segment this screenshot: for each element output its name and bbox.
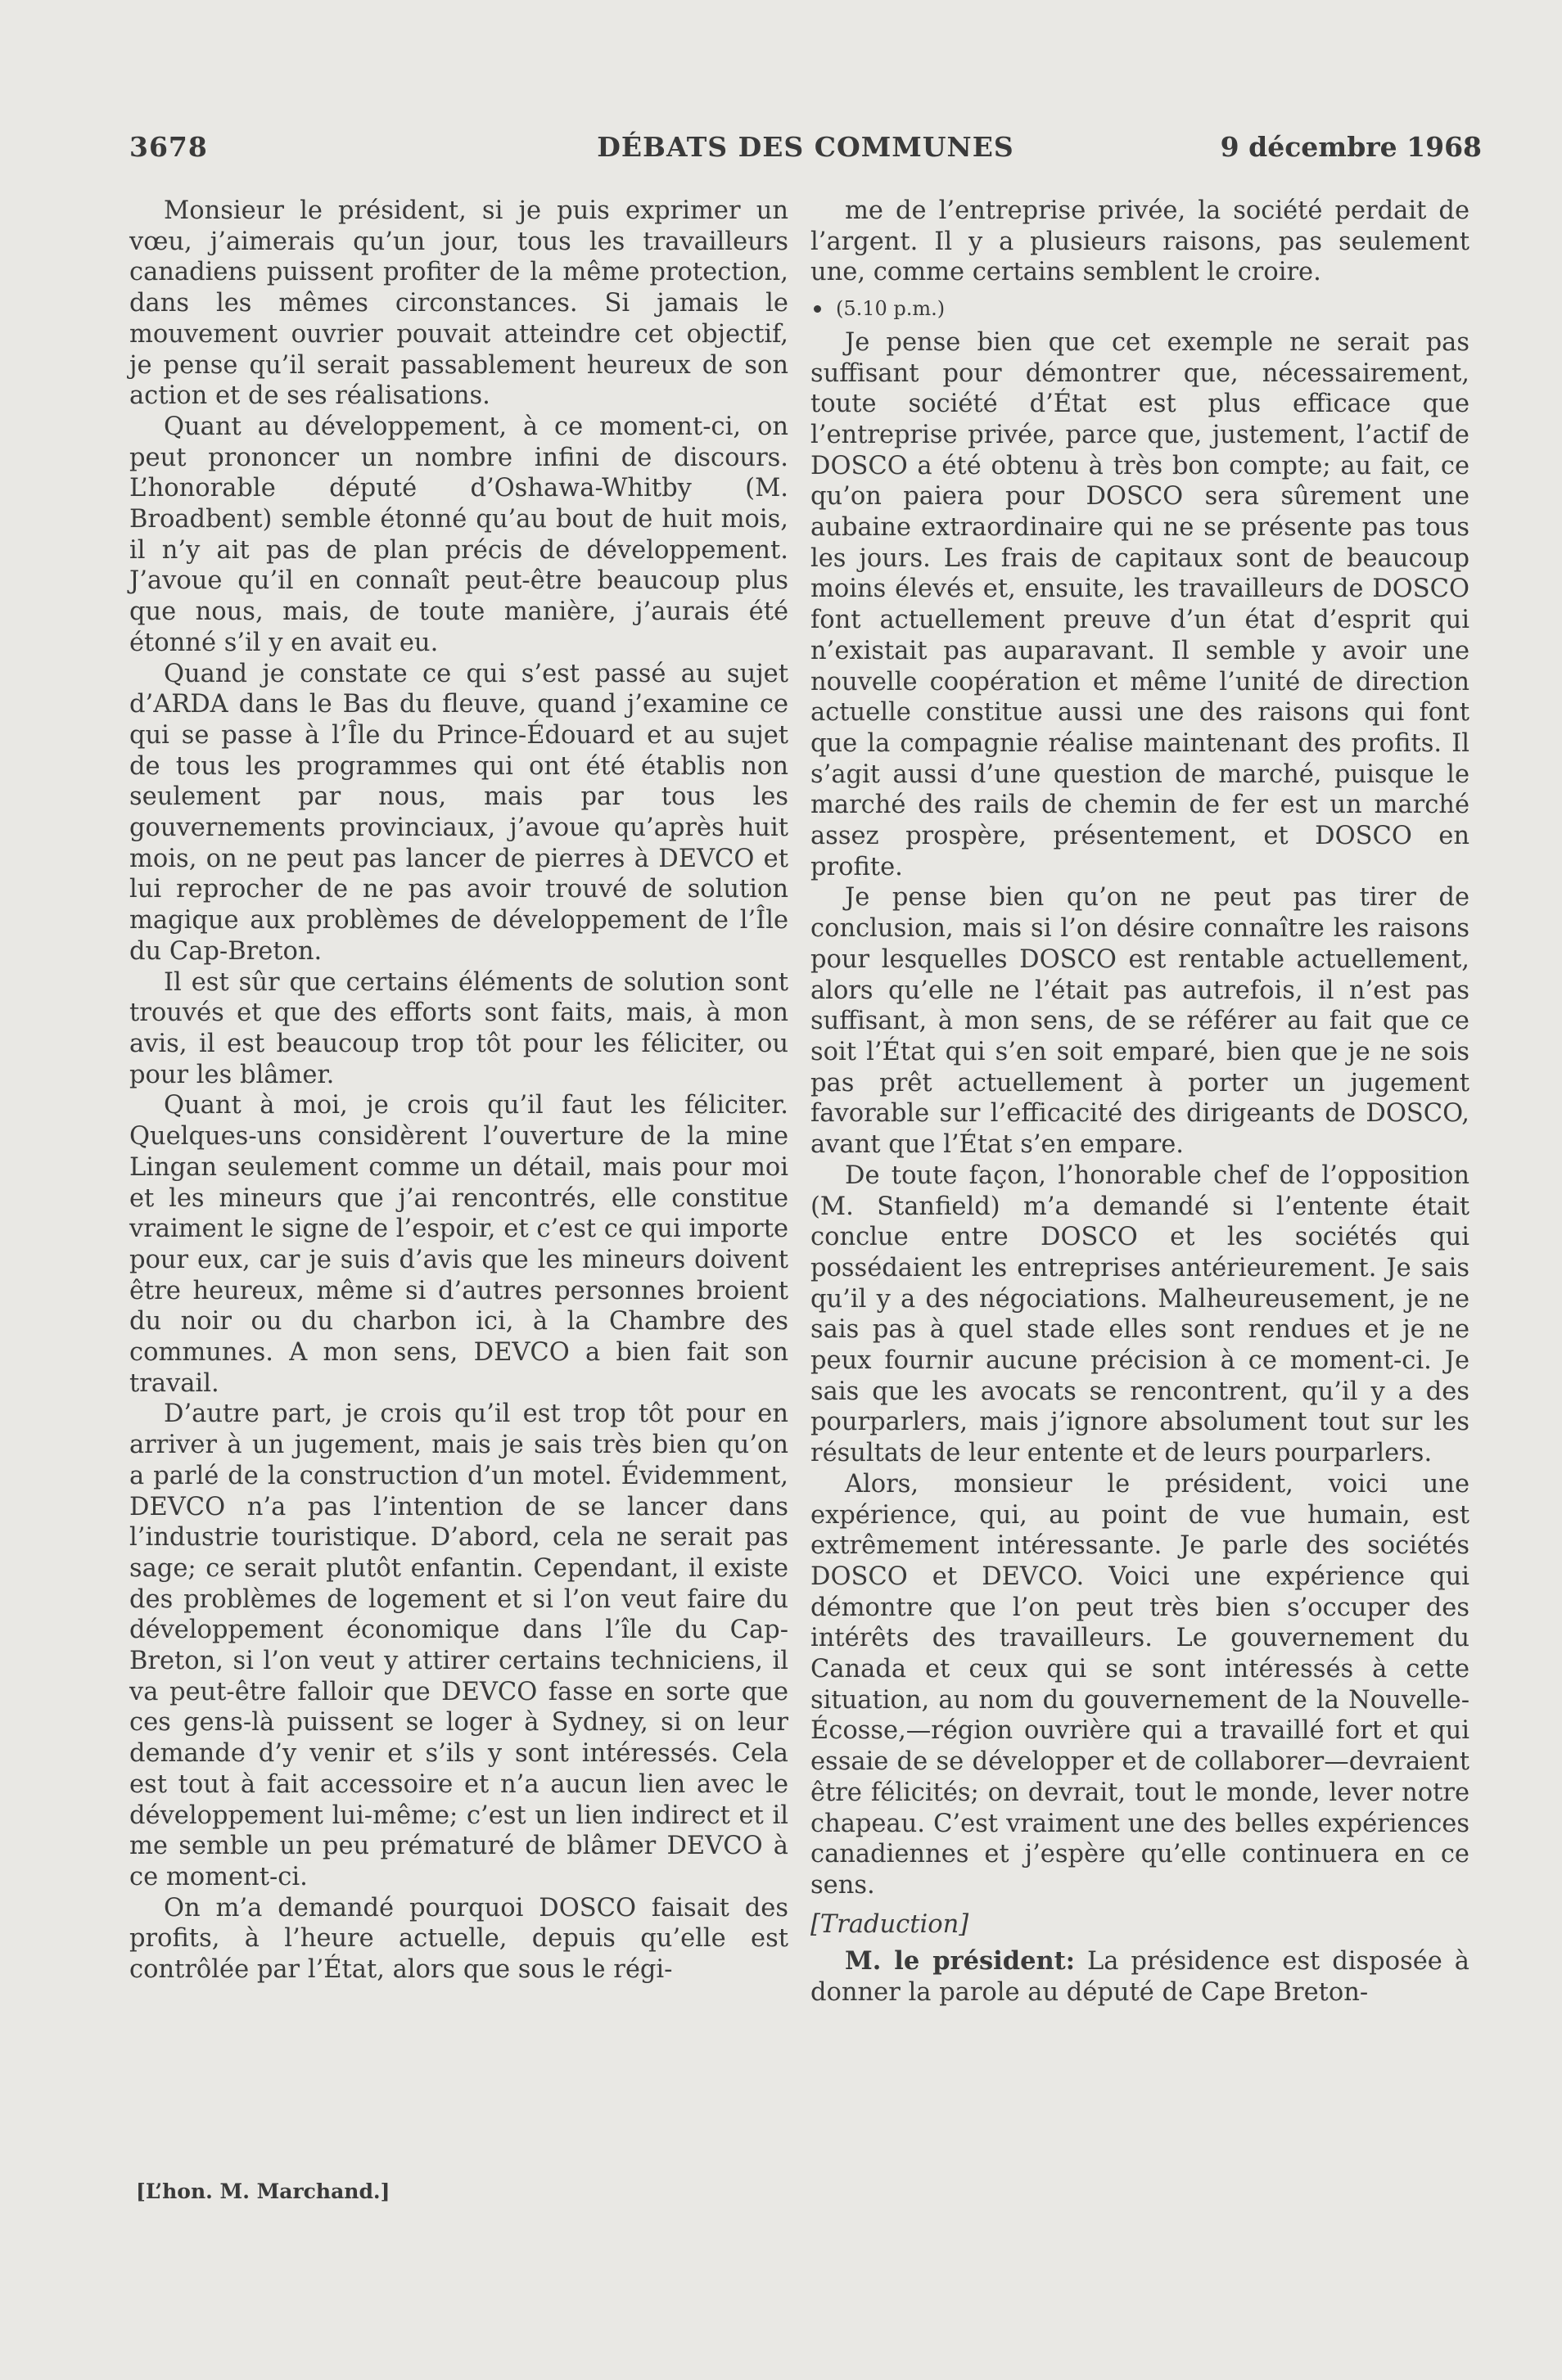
running-title: DÉBATS DES COMMUNES: [597, 131, 1014, 163]
footer-attribution: [L’hon. M. Marchand.]: [136, 2179, 390, 2203]
time-stamp: (5.10 p.m.): [836, 297, 946, 321]
speaker-name: M. le président:: [845, 1946, 1075, 1977]
page-date: 9 décembre 1968: [1220, 131, 1482, 163]
paragraph: Monsieur le président, si je puis exprimer un vœu, j’aimerais qu’un jour, tous les travailleurs canadiens puissent profiter de la même protection, dans les mêmes circonstances. Si jamais le mouvement ouvrier pouvait atteindre cet objectif, je pense qu’il serait passablement heureux de son action et de ses réalisations.: [129, 196, 788, 411]
page-number: 3678: [129, 131, 208, 163]
speaker-text: La présidence est disposée à donner la parole au député de Cape Breton-: [810, 1947, 1469, 2008]
speaker-paragraph: [810, 1946, 1469, 2008]
left-column: [129, 196, 788, 1986]
paragraph: On m’a demandé pourquoi DOSCO faisait des profits, à l’heure actuelle, depuis qu’elle est contrôlée par l’État, alors que sous le régi-: [129, 1893, 788, 1985]
paragraph: Quand je constate ce qui s’est passé au sujet d’ARDA dans le Bas du fleuve, quand j’examine ce qui se passe à l’Île du Prince-Édouard et au sujet de tous les programmes qui ont été établis non seulement par nous, mais par tous les gouvernements provinciaux, j’avoue qu’après huit mois, on ne peut pas lancer de pierres à DEVCO et lui reprocher de ne pas avoir trouvé de solution magique aux problèmes de développement de l’Île du Cap-Breton.: [129, 659, 788, 966]
time-stamp-line: [810, 294, 1469, 325]
paragraph: Il est sûr que certains éléments de solution sont trouvés et que des efforts sont faits, mais, à mon avis, il est beaucoup trop tôt pour les féliciter, ou pour les blâmer.: [129, 967, 788, 1089]
paragraph: Quant au développement, à ce moment-ci, on peut prononcer un nombre infini de discours. L’honorable député d’Oshawa-Whitby (M. Broadbent) semble étonné qu’au bout de huit mois, il n’y ait pas de plan précis de développement. J’avoue qu’il en connaît peut-être beaucoup plus que nous, mais, de toute manière, j’aurais été étonné s’il y en avait eu.: [129, 412, 788, 657]
right-column: [810, 196, 1469, 2008]
paragraph: Je pense bien que cet exemple ne serait pas suffisant pour démontrer que, nécessairement, toute société d’État est plus efficace que l’entreprise privée, parce que, justement, l’actif de DOSCO a été obtenu à très bon compte; au fait, ce qu’on paiera pour DOSCO sera sûrement une aubaine extraordinaire qui ne se présente pas tous les jours. Les frais de capitaux sont de beaucoup moins élevés et, ensuite, les travailleurs de DOSCO font actuellement preuve d’un état d’esprit qui n’existait pas auparavant. Il semble y avoir une nouvelle coopération et même l’unité de direction actuelle constitue aussi une des raisons qui font que la compagnie réalise maintenant des profits. Il s’agit aussi d’une question de marché, puisque le marché des rails de chemin de fer est un marché assez prospère, présentement, et DOSCO en profite.: [810, 327, 1469, 881]
paragraph: me de l’entreprise privée, la société perdait de l’argent. Il y a plusieurs raisons, pas seulement une, comme certains semblent le croire.: [810, 196, 1469, 287]
paragraph: Je pense bien qu’on ne peut pas tirer de conclusion, mais si l’on désire connaître les raisons pour lesquelles DOSCO est rentable actuellement, alors qu’elle ne l’était pas autrefois, il n’est pas suffisant, à mon sens, de se référer au fait que ce soit l’État qui s’en soit emparé, bien que je ne sois pas prêt actuellement à porter un jugement favorable sur l’efficacité des dirigeants de DOSCO, avant que l’État s’en empare.: [810, 883, 1469, 1160]
paragraph: De toute façon, l’honorable chef de l’opposition (M. Stanfield) m’a demandé si l’entente était conclue entre DOSCO et les sociétés qui possédaient les entreprises antérieurement. Je sais qu’il y a des négociations. Malheureusement, je ne sais pas à quel stade elles sont rendues et je ne peux fournir aucune précision à ce moment-ci. Je sais que les avocats se rencontrent, qu’il y a des pourparlers, mais j’ignore absolument tout sur les résultats de leur entente et de leurs pourparlers.: [810, 1161, 1469, 1468]
paragraph: Quant à moi, je crois qu’il faut les féliciter. Quelques-uns considèrent l’ouverture de la mine Lingan seulement comme un détail, mais pour moi et les mineurs que j’ai rencontrés, elle constitue vraiment le signe de l’espoir, et c’est ce qui importe pour eux, car je suis d’avis que les mineurs doivent être heureux, même si d’autres personnes broient du noir ou du charbon ici, à la Chambre des communes. A mon sens, DEVCO a bien fait son travail.: [129, 1091, 788, 1398]
translation-note: [Traduction]: [810, 1909, 969, 1939]
paragraph: D’autre part, je crois qu’il est trop tôt pour en arriver à un jugement, mais je sais très bien qu’on a parlé de la construction d’un motel. Évidemment, DEVCO n’a pas l’intention de se lancer dans l’industrie touristique. D’abord, cela ne serait pas sage; ce serait plutôt enfantin. Cependant, il existe des problèmes de logement et si l’on veut faire du développement économique dans l’île du Cap-Breton, si l’on veut y attirer certains techniciens, il va peut-être falloir que DEVCO fasse en sorte que ces gens-là puissent se loger à Sydney, si on leur demande d’y venir et s’ils y sont intéressés. Cela est tout à fait accessoire et n’a aucun lien avec le développement lui-même; c’est un lien indirect et il me semble un peu prématuré de blâmer DEVCO à ce moment-ci.: [129, 1400, 788, 1891]
bullet-icon: [814, 305, 821, 313]
paragraph: Alors, monsieur le président, voici une expérience, qui, au point de vue humain, est extrêmement intéressante. Je parle des sociétés DOSCO et DEVCO. Voici une expérience qui démontre que l’on peut très bien s’occuper des intérêts des travailleurs. Le gouvernement du Canada et ceux qui se sont intéressés à cette situation, au nom du gouvernement de la Nouvelle-Écosse,—région ouvrière qui a travaillé fort et qui essaie de se développer et de collaborer—devraient être félicités; on devrait, tout le monde, lever notre chapeau. C’est vraiment une des belles expériences canadiennes et j’espère qu’elle continuera en ce sens.: [810, 1469, 1469, 1900]
page-header: [129, 131, 1482, 172]
